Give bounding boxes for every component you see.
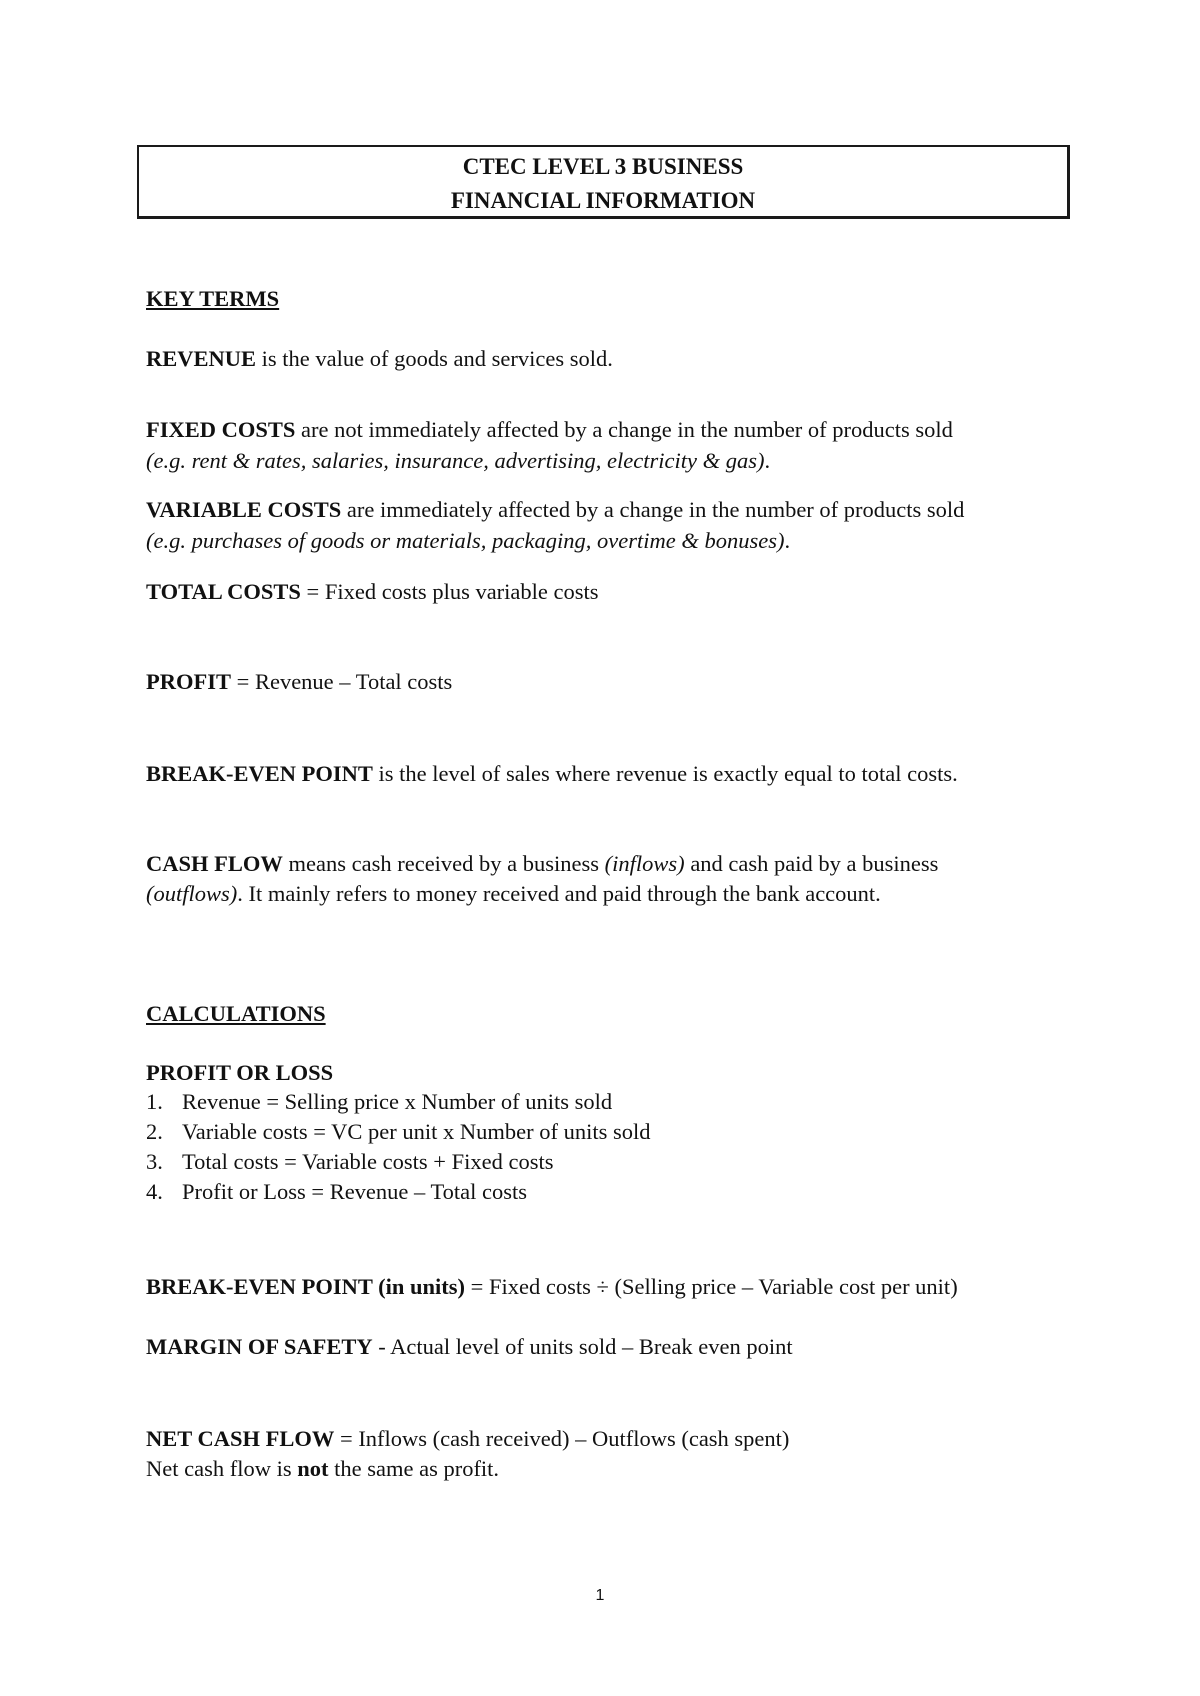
title-line-1: CTEC LEVEL 3 BUSINESS	[462, 154, 744, 179]
variable-costs-text: are immediately affected by a change in the number of products sold	[341, 497, 965, 522]
cash-flow-term: CASH FLOW	[146, 851, 283, 876]
calculations-heading: CALCULATIONS	[146, 1001, 326, 1026]
profit-or-loss-heading-text: PROFIT OR LOSS	[146, 1060, 334, 1085]
net-cash-flow-note	[146, 1454, 499, 1484]
profit-definition	[146, 667, 452, 697]
step-number: 1.	[146, 1089, 163, 1114]
total-costs-definition	[146, 577, 599, 607]
step-number: 3.	[146, 1149, 163, 1174]
net-cash-flow-formula	[146, 1424, 789, 1454]
list-item	[146, 1177, 650, 1207]
break-even-term: BREAK-EVEN POINT	[146, 761, 373, 786]
revenue-term: REVENUE	[146, 346, 257, 371]
cash-flow-text-1: means cash received by a business	[282, 851, 605, 876]
net-cash-flow-note-pre: Net cash flow is	[146, 1456, 298, 1481]
fixed-costs-end: .	[764, 448, 771, 473]
break-even-formula-term: BREAK-EVEN POINT (in units)	[146, 1274, 466, 1299]
revenue-text: is the value of goods and services sold.	[256, 346, 613, 371]
step-text: Profit or Loss = Revenue – Total costs	[182, 1179, 528, 1204]
step-number: 4.	[146, 1179, 163, 1204]
list-item	[146, 1147, 650, 1177]
list-item	[146, 1117, 650, 1147]
break-even-formula	[146, 1272, 958, 1302]
margin-of-safety-term: MARGIN OF SAFETY	[146, 1334, 373, 1359]
cash-flow-definition-cont	[146, 879, 881, 909]
fixed-costs-example: (e.g. rent & rates, salaries, insurance, advertising, electricity & gas)	[146, 448, 765, 473]
step-text: Revenue = Selling price x Number of units sold	[182, 1089, 613, 1114]
key-terms-heading: KEY TERMS	[146, 286, 280, 311]
profit-or-loss-heading	[146, 1058, 333, 1088]
cash-flow-inflows: (inflows)	[604, 851, 685, 876]
variable-costs-example-line	[146, 526, 790, 556]
total-costs-term: TOTAL COSTS	[146, 579, 301, 604]
step-text: Total costs = Variable costs + Fixed costs	[182, 1149, 554, 1174]
variable-costs-example: (e.g. purchases of goods or materials, packaging, overtime & bonuses)	[146, 528, 785, 553]
title-line-2: FINANCIAL INFORMATION	[450, 188, 756, 213]
net-cash-flow-term: NET CASH FLOW	[146, 1426, 335, 1451]
title-box	[137, 145, 1070, 219]
fixed-costs-example-line	[146, 446, 770, 476]
step-number: 2.	[146, 1119, 163, 1144]
fixed-costs-definition	[146, 415, 953, 445]
fixed-costs-text: are not immediately affected by a change in the number of products sold	[295, 417, 953, 442]
variable-costs-definition	[146, 495, 964, 525]
revenue-definition	[146, 344, 613, 374]
margin-of-safety-text: - Actual level of units sold – Break even point	[372, 1334, 793, 1359]
variable-costs-end: .	[784, 528, 791, 553]
break-even-text: is the level of sales where revenue is exactly equal to total costs.	[372, 761, 958, 786]
break-even-formula-text: = Fixed costs ÷ (Selling price – Variable cost per unit)	[465, 1274, 958, 1299]
step-text: Variable costs = VC per unit x Number of units sold	[182, 1119, 651, 1144]
total-costs-text: = Fixed costs plus variable costs	[300, 579, 599, 604]
page-number: 1	[595, 1587, 605, 1604]
profit-text: = Revenue – Total costs	[231, 669, 453, 694]
cash-flow-text-3: . It mainly refers to money received and paid through the bank account.	[237, 881, 881, 906]
profit-or-loss-steps	[146, 1087, 650, 1207]
net-cash-flow-note-post: the same as profit.	[328, 1456, 500, 1481]
net-cash-flow-note-bold: not	[297, 1456, 329, 1481]
list-item	[146, 1087, 650, 1117]
margin-of-safety-formula	[146, 1332, 793, 1362]
profit-term: PROFIT	[146, 669, 232, 694]
net-cash-flow-text: = Inflows (cash received) – Outflows (cash spent)	[334, 1426, 790, 1451]
cash-flow-definition	[146, 849, 938, 879]
variable-costs-term: VARIABLE COSTS	[146, 497, 342, 522]
break-even-definition	[146, 759, 958, 789]
cash-flow-outflows: (outflows)	[146, 881, 238, 906]
fixed-costs-term: FIXED COSTS	[146, 417, 296, 442]
cash-flow-text-2: and cash paid by a business	[684, 851, 939, 876]
